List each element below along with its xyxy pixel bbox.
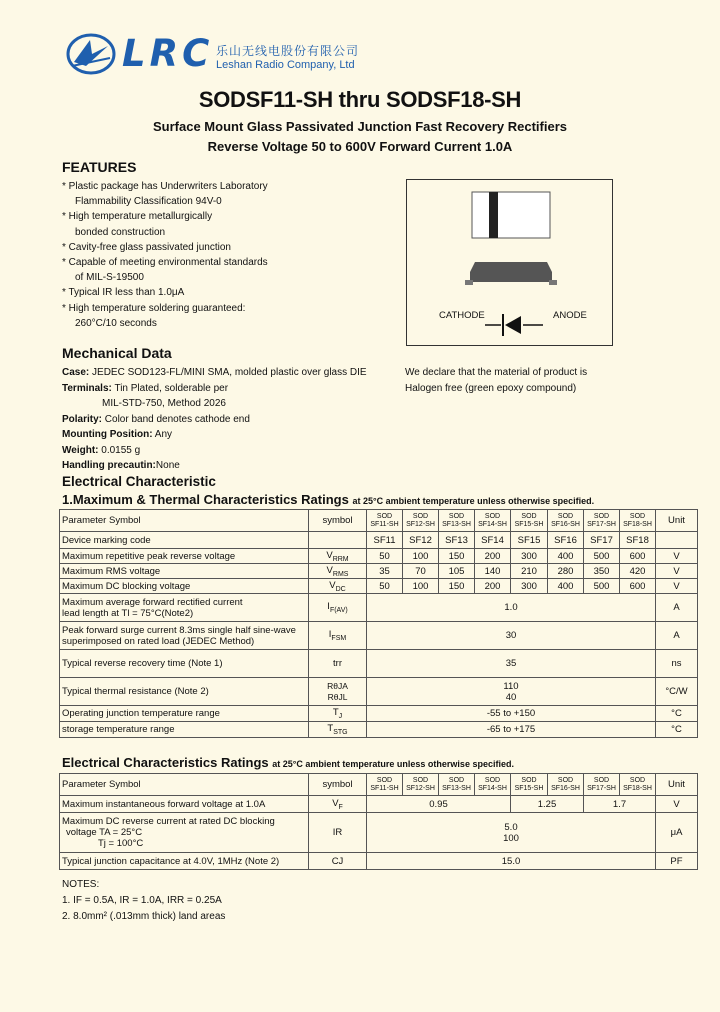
value-cell: 5.0 100 [367, 813, 656, 853]
marking-cell: SF18 [620, 532, 656, 549]
feature-item: * High temperature soldering guaranteed: [62, 302, 246, 314]
unit-cell: °C [656, 722, 698, 738]
value-cell: 100 [403, 549, 439, 564]
value-cell: 300 [511, 579, 548, 594]
row-label: Typical junction capacitance at 4.0V, 1MHz (Note 2) [60, 853, 309, 870]
symbol-cell: trr [309, 650, 367, 678]
part-col-header: SOD SF16-SH [548, 774, 584, 796]
mech-case: Case: JEDEC SOD123-FL/MINI SMA, molded plastic over glass DIE [62, 367, 367, 378]
part-col-header: SOD SF14-SH [475, 510, 511, 532]
table-row [60, 796, 698, 813]
value-cell: 400 [548, 549, 584, 564]
part-col-header: SOD SF17-SH [584, 510, 620, 532]
unit-cell: V [656, 549, 698, 564]
row-label: Maximum instantaneous forward voltage at 1.0A [60, 796, 309, 813]
value-cell: 400 [548, 579, 584, 594]
company-logo [66, 32, 213, 76]
symbol-cell: CJ [309, 853, 367, 870]
feature-item-cont: of MIL-S-19500 [75, 272, 144, 284]
row-label: Maximum repetitive peak reverse voltage [60, 549, 309, 564]
symbol-cell: IR [309, 813, 367, 853]
unit-cell [656, 532, 698, 549]
value-cell: 1.0 [367, 594, 656, 622]
part-col-header: SOD SF12-SH [403, 774, 439, 796]
feature-item-cont: bonded construction [75, 226, 166, 238]
unit-cell: V [656, 796, 698, 813]
mech-handling: Handling precautin:None [62, 460, 180, 471]
unit-cell: °C [656, 706, 698, 722]
subtitle-1: Surface Mount Glass Passivated Junction Fast Recovery Rectifiers [153, 119, 567, 134]
value-cell: 500 [584, 549, 620, 564]
value-cell: 35 [367, 650, 656, 678]
symbol-cell: $V_{RMS}$ [309, 564, 367, 579]
marking-cell: SF17 [584, 532, 620, 549]
cathode-label: CATHODE [439, 310, 485, 321]
marking-cell: SF13 [439, 532, 475, 549]
value-cell: 150 [439, 579, 475, 594]
value-cell: 350 [584, 564, 620, 579]
unit-cell: V [656, 564, 698, 579]
value-cell: 100 [403, 579, 439, 594]
table-header-row [60, 774, 698, 796]
row-label: Maximum RMS voltage [60, 564, 309, 579]
value-cell: 105 [439, 564, 475, 579]
value-cell: 200 [475, 579, 511, 594]
part-col-header: SOD SF13-SH [439, 774, 475, 796]
lrc-logo-icon [66, 32, 116, 76]
value-cell: 600 [620, 579, 656, 594]
declaration-line: We declare that the material of product is [405, 367, 588, 378]
max-ratings-table [59, 509, 698, 738]
table-row [60, 678, 698, 706]
note-item: 2. 8.0mm² (.013mm thick) land areas [62, 911, 226, 922]
unit-cell: μA [656, 813, 698, 853]
mech-terminals: Terminals: Tin Plated, solderable per [62, 382, 229, 394]
col-symbol-header: symbol [309, 510, 367, 532]
feature-item: * Plastic package has Underwriters Laboratory [62, 181, 268, 192]
electrical-heading: Electrical Characteristic [62, 474, 216, 489]
notes [62, 877, 225, 925]
part-col-header: SOD SF11-SH [367, 774, 403, 796]
unit-cell: PF [656, 853, 698, 870]
unit-cell: °C/W [656, 678, 698, 706]
marking-cell: SF16 [548, 532, 584, 549]
part-col-header: SOD SF18-SH [620, 510, 656, 532]
value-cell: 210 [511, 564, 548, 579]
value-cell: 200 [475, 549, 511, 564]
value-cell: 280 [548, 564, 584, 579]
symbol-cell: $V_{DC}$ [309, 579, 367, 594]
row-label: Operating junction temperature range [60, 706, 309, 722]
mechanical-heading: Mechanical Data [62, 345, 172, 361]
logo-text: LRC [122, 32, 214, 75]
row-label: Maximum average forward rectified current lead length at Tl = 75°C(Note2) [60, 594, 309, 622]
part-col-header: SOD SF16-SH [548, 510, 584, 532]
col-param-header: Parameter Symbol [60, 774, 309, 796]
row-label: Maximum DC blocking voltage [60, 579, 309, 594]
table-row [60, 579, 698, 594]
marking-cell: SF14 [475, 532, 511, 549]
mech-polarity: Polarity: Color band denotes cathode end [62, 413, 250, 425]
row-label: Device marking code [60, 532, 309, 549]
symbol-cell: $V_F$ [309, 796, 367, 813]
part-col-header: SOD SF15-SH [511, 510, 548, 532]
mech-weight: Weight: 0.0155 g [62, 444, 141, 456]
value-cell: 70 [403, 564, 439, 579]
mechanical-data [62, 365, 367, 474]
value-cell: 600 [620, 549, 656, 564]
unit-cell: A [656, 594, 698, 622]
feature-item-cont: Flammability Classification 94V-0 [75, 196, 222, 208]
row-label: Typical thermal resistance (Note 2) [60, 678, 309, 706]
marking-cell: SF11 [367, 532, 403, 549]
feature-item: * Cavity-free glass passivated junction [62, 241, 231, 253]
table-row [60, 650, 698, 678]
table-row [60, 722, 698, 738]
unit-cell: ns [656, 650, 698, 678]
value-cell: 30 [367, 622, 656, 650]
subtitle-2: Reverse Voltage 50 to 600V Forward Current 1.0A [207, 139, 513, 154]
symbol-cell [309, 532, 367, 549]
feature-item-cont: 260°C/10 seconds [75, 317, 157, 329]
electrical-ratings-table [59, 773, 698, 870]
features-heading: FEATURES [62, 159, 137, 175]
note-item: 1. IF = 0.5A, IR = 1.0A, IRR = 0.25A [62, 895, 222, 906]
col-unit-header: Unit [656, 510, 698, 532]
value-cell: 1.25 [511, 796, 584, 813]
part-col-header: SOD SF15-SH [511, 774, 548, 796]
company-name [216, 44, 359, 72]
part-col-header: SOD SF14-SH [475, 774, 511, 796]
company-name-en: Leshan Radio Company, Ltd [216, 59, 355, 71]
part-col-header: SOD SF12-SH [403, 510, 439, 532]
unit-cell: V [656, 579, 698, 594]
mech-mounting: Mounting Position: Any [62, 429, 173, 440]
symbol-cell: $I_{FSM}$ [309, 622, 367, 650]
value-cell: 150 [439, 549, 475, 564]
package-diagram [406, 179, 613, 346]
value-cell: 500 [584, 579, 620, 594]
col-param-header: Parameter Symbol [60, 510, 309, 532]
anode-label: ANODE [553, 310, 587, 321]
declaration-line: Halogen free (green epoxy compound) [405, 382, 577, 394]
table-row [60, 622, 698, 650]
table-row [60, 853, 698, 870]
value-cell: 140 [475, 564, 511, 579]
table-row [60, 594, 698, 622]
unit-cell: A [656, 622, 698, 650]
col-symbol-header: symbol [309, 774, 367, 796]
symbol-cell: $I_{F(AV)}$ [309, 594, 367, 622]
mech-terminals-cont: MIL-STD-750, Method 2026 [102, 398, 226, 409]
table2-title: Electrical Characteristics Ratings at 25°C ambient temperature unless otherwise specified. [62, 755, 514, 770]
value-cell: 50 [367, 579, 403, 594]
marking-cell: SF12 [403, 532, 439, 549]
part-col-header: SOD SF18-SH [620, 774, 656, 796]
row-label: Maximum DC reverse current at rated DC blocking voltage TA = 25°C Tj = 100°C [60, 813, 309, 853]
table-row [60, 564, 698, 579]
value-cell: 0.95 [367, 796, 511, 813]
value-cell: -55 to +150 [367, 706, 656, 722]
part-col-header: SOD SF11-SH [367, 510, 403, 532]
feature-item: * High temperature metallurgically [62, 211, 213, 223]
feature-item: * Capable of meeting environmental standards [62, 257, 268, 269]
row-label: storage temperature range [60, 722, 309, 738]
feature-item: * Typical IR less than 1.0μA [62, 287, 185, 299]
value-cell: 1.7 [584, 796, 656, 813]
col-unit-header: Unit [656, 774, 698, 796]
value-cell: 50 [367, 549, 403, 564]
symbol-cell: RθJA RθJL [309, 678, 367, 706]
table-row [60, 813, 698, 853]
table1-title: 1.Maximum & Thermal Characteristics Ratings at 25°C ambient temperature unless otherwise specified. [62, 492, 595, 507]
value-cell: 35 [367, 564, 403, 579]
part-col-header: SOD SF17-SH [584, 774, 620, 796]
table-row [60, 706, 698, 722]
symbol-cell: $T_{STG}$ [309, 722, 367, 738]
value-cell: 15.0 [367, 853, 656, 870]
marking-cell: SF15 [511, 532, 548, 549]
row-label: Typical reverse recovery time (Note 1) [60, 650, 309, 678]
marking-row [60, 532, 698, 549]
page-title: SODSF11-SH thru SODSF18-SH [198, 87, 522, 112]
notes-heading: NOTES: [62, 879, 100, 890]
part-col-header: SOD SF13-SH [439, 510, 475, 532]
features-list [62, 179, 268, 331]
value-cell: -65 to +175 [367, 722, 656, 738]
row-label: Peak forward surge current 8.3ms single half sine-wave superimposed on rated load (JEDEC Method) [60, 622, 309, 650]
table-header-row [60, 510, 698, 532]
symbol-cell: $V_{RRM}$ [309, 549, 367, 564]
value-cell: 300 [511, 549, 548, 564]
company-name-cn: 乐山无线电股份有限公司 [216, 44, 360, 58]
halogen-declaration [405, 365, 587, 396]
value-cell: 420 [620, 564, 656, 579]
symbol-cell: $T_J$ [309, 706, 367, 722]
value-cell: 110 40 [367, 678, 656, 706]
table-row [60, 549, 698, 564]
